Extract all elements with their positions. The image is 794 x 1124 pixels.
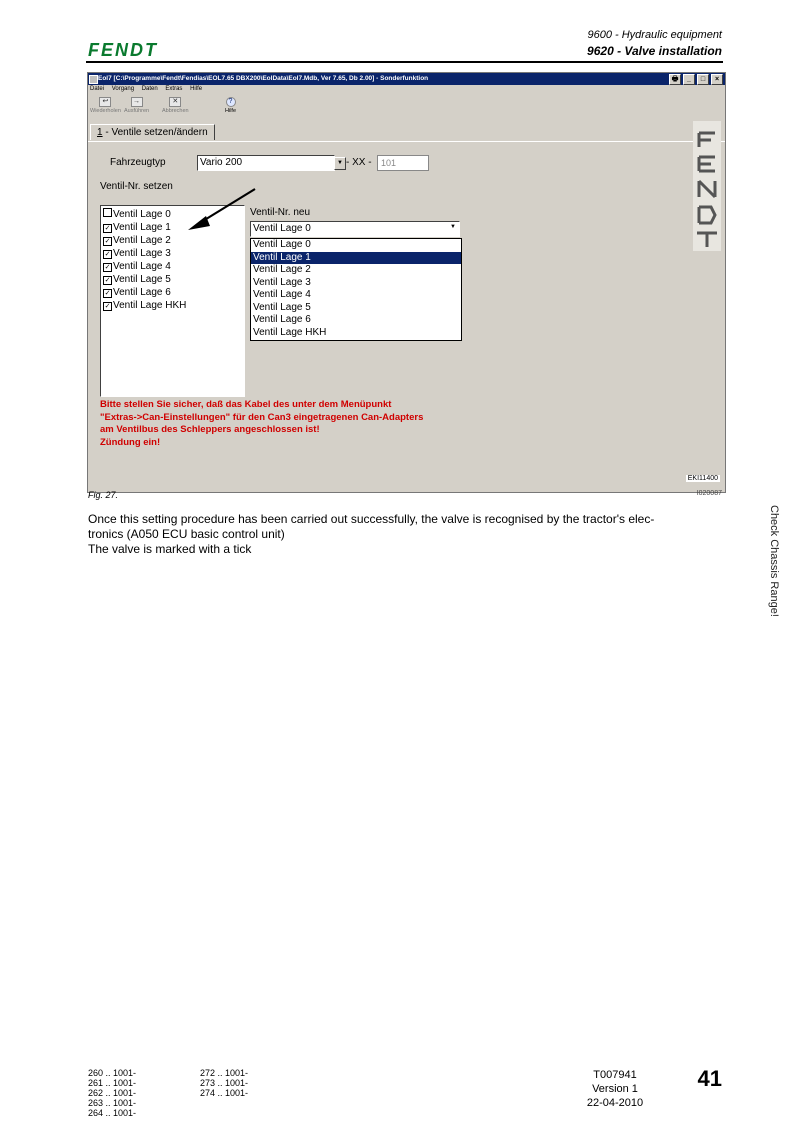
list-item[interactable]: ✓ Ventil Lage HKH	[104, 300, 187, 311]
minimize-button[interactable]: _	[683, 74, 695, 85]
cancel-icon: ✕	[169, 97, 181, 107]
checkbox-checked[interactable]: ✓	[104, 290, 111, 297]
dropdown-option[interactable]: Ventil Lage HKH	[253, 326, 327, 338]
run-icon: →	[131, 97, 143, 107]
figure-image-id: I020087	[696, 490, 722, 497]
ventil-neu-label: Ventil-Nr. neu	[250, 207, 311, 218]
dropdown-option[interactable]: Ventil Lage 6	[253, 314, 311, 325]
list-item[interactable]: ✓ Ventil Lage 5	[104, 274, 171, 285]
menu-datei[interactable]: Datei	[90, 86, 105, 92]
list-item[interactable]: ✓ Ventil Lage 2	[104, 235, 171, 246]
dropdown-option[interactable]: Ventil Lage 0	[253, 239, 311, 250]
body-text: Once this setting procedure has been carried out successfully, the valve is recognised by the tractor's elec- tronics (A050 ECU basic control unit) The valve is marked with a tick	[88, 512, 655, 556]
checkbox-checked[interactable]: ✓	[104, 251, 111, 258]
run-button[interactable]: → Ausführen	[124, 98, 150, 114]
toolbar	[88, 97, 725, 121]
list-item[interactable]: ✓ Ventil Lage 4	[104, 261, 171, 272]
fahrzeugtyp-label: Fahrzeugtyp	[110, 157, 166, 168]
dropdown-option[interactable]: Ventil Lage 4	[253, 289, 311, 300]
list-item[interactable]: ✓ Ventil Lage 3	[104, 248, 171, 259]
checkbox-checked[interactable]: ✓	[104, 264, 111, 271]
fendt-logo-icon	[693, 121, 721, 251]
ventil-neu-select[interactable]: Ventil Lage 0	[250, 221, 460, 237]
chevron-down-icon[interactable]: ▼	[450, 224, 456, 230]
app-screenshot	[87, 72, 726, 493]
xx-label: - XX -	[346, 157, 372, 168]
help-icon: ?	[226, 97, 236, 107]
dropdown-option-selected[interactable]: Ventil Lage 1	[251, 252, 461, 265]
header-rule	[86, 61, 723, 63]
subsection-title: 9620 - Valve installation	[587, 44, 722, 58]
checkbox-checked[interactable]: ✓	[104, 225, 111, 232]
side-note: Check Chassis Range!	[768, 505, 780, 617]
window-buttons	[667, 74, 723, 86]
tab-panel	[90, 141, 722, 486]
annotation-arrow-icon	[180, 186, 260, 236]
maximize-button[interactable]: □	[697, 74, 709, 85]
dropdown-option[interactable]: Ventil Lage 5	[253, 301, 311, 313]
tab-strip	[88, 121, 725, 142]
checkbox-checked[interactable]: ✓	[104, 303, 111, 310]
help-button[interactable]: ? Hilfe	[225, 98, 237, 114]
fahrzeugtyp-select[interactable]: Vario 200	[197, 155, 335, 171]
doc-date: 22-04-2010	[586, 1097, 644, 1109]
ventil-neu-dropdown	[250, 238, 462, 341]
footer-range-col1: 260 .. 1001- 261 .. 1001- 262 .. 1001- 263 .. 1001- 264 .. 1001-	[88, 1068, 137, 1118]
ventil-setzen-label: Ventil-Nr. setzen	[100, 181, 173, 192]
menu-hilfe[interactable]: Hilfe	[190, 86, 203, 92]
page-number: 41	[697, 1066, 722, 1091]
screen-code: EKI11400	[687, 475, 718, 482]
print-icon[interactable]: 🖶	[669, 74, 681, 85]
menu-daten[interactable]: Daten	[141, 86, 158, 92]
list-item[interactable]: ✓ Ventil Lage 1	[104, 222, 171, 233]
section-title: 9600 - Hydraulic equipment	[587, 29, 722, 41]
cancel-button[interactable]: ✕ Abbrechen	[162, 98, 189, 114]
list-item[interactable]: ✓ Ventil Lage 6	[104, 287, 171, 298]
doc-version: Version 1	[592, 1083, 638, 1095]
menu-vorgang[interactable]: Vorgang	[111, 86, 135, 92]
dropdown-option[interactable]: Ventil Lage 3	[253, 276, 311, 288]
checkbox-checked[interactable]: ✓	[104, 277, 111, 284]
repeat-button[interactable]: ↩ Wiederholen	[90, 98, 121, 114]
chevron-down-icon[interactable]: ▼	[334, 157, 346, 170]
app-icon	[89, 75, 98, 84]
footer-range-col2: 272 .. 1001- 273 .. 1001- 274 .. 1001-	[200, 1068, 249, 1098]
footer-doc-info	[560, 1068, 670, 1110]
figure-caption: Fig. 27.	[88, 490, 119, 500]
window-titlebar	[88, 73, 725, 85]
warning-message: Bitte stellen Sie sicher, daß das Kabel des unter dem Menüpunkt "Extras->Can-Einstellungen" für den Can3 eingetragenen Can-Adapters am Ventilbus des Schleppers angeschlossen ist! Zündung ein!	[100, 399, 424, 448]
vertical-logo-strip	[693, 121, 721, 251]
doc-code: T007941	[593, 1069, 637, 1081]
checkbox[interactable]	[103, 208, 112, 217]
checkbox-checked[interactable]: ✓	[104, 238, 111, 245]
menu-extras[interactable]: Extras	[165, 86, 183, 92]
brand-logo: FENDT	[88, 40, 158, 60]
window-title: Eol7 [C:\Programme\Fendt\Fendias\EOL7.65 DBX200\EolData\Eol7.Mdb, Ver 7.65, Db 2.00] - Sonderfunktion	[98, 75, 429, 82]
xx-field: 101	[377, 155, 429, 171]
list-item[interactable]: Ventil Lage 0	[101, 208, 244, 221]
tab-ventile-setzen[interactable]: 1 - Ventile setzen/ändern	[90, 124, 215, 140]
dropdown-option[interactable]: Ventil Lage 2	[253, 264, 311, 275]
menu-bar	[90, 86, 208, 92]
repeat-icon: ↩	[99, 97, 111, 107]
close-button[interactable]: ×	[711, 74, 723, 85]
